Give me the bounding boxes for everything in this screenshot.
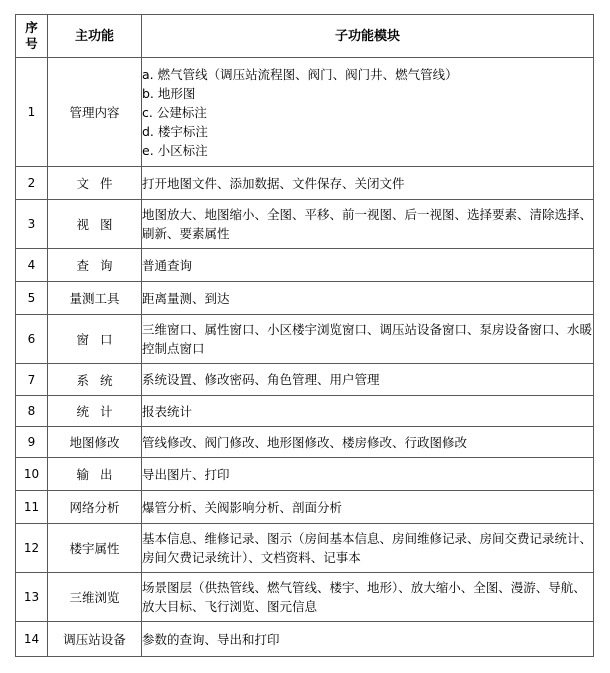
main-function-label: 统计 — [76, 404, 124, 419]
header-row — [16, 15, 594, 58]
sub-module-text: 场景图层（供热管线、燃气管线、楼宇、地形）、放大缩小、全图、漫游、导航、放大目标、飞行浏览、图元信息 — [142, 580, 586, 614]
sub-module-text: 普通查询 — [142, 257, 193, 273]
row-main-function — [48, 58, 142, 167]
row-index: 8 — [16, 396, 48, 427]
row-index: 12 — [16, 524, 48, 573]
row-main-function — [48, 249, 142, 282]
table-row — [16, 315, 594, 364]
function-module-table — [15, 14, 594, 657]
sub-module-text: 距离量测、到达 — [142, 290, 230, 306]
row-main-function — [48, 282, 142, 315]
row-main-function — [48, 396, 142, 427]
row-sub-modules — [142, 58, 594, 167]
sub-module-text: 爆管分析、关阀影响分析、剖面分析 — [142, 499, 343, 515]
row-main-function — [48, 364, 142, 396]
table-row — [16, 524, 594, 573]
row-sub-modules — [142, 282, 594, 315]
column-header-index-line1: 序 — [25, 20, 38, 35]
function-table-container — [15, 14, 593, 657]
row-index: 6 — [16, 315, 48, 364]
table-body — [16, 58, 594, 657]
row-index: 13 — [16, 573, 48, 622]
row-main-function — [48, 167, 142, 200]
row-index: 7 — [16, 364, 48, 396]
table-row — [16, 427, 594, 458]
row-main-function — [48, 524, 142, 573]
main-function-label: 地图修改 — [69, 435, 120, 450]
table-row — [16, 282, 594, 315]
table-row — [16, 249, 594, 282]
row-main-function — [48, 200, 142, 249]
table-row — [16, 58, 594, 167]
row-index: 11 — [16, 491, 48, 524]
sub-module-text: 地图放大、地图缩小、全图、平移、前一视图、后一视图、选择要素、清除选择、刷新、要素属性 — [142, 207, 593, 241]
table-row — [16, 167, 594, 200]
row-sub-modules — [142, 315, 594, 364]
row-sub-modules — [142, 200, 594, 249]
row-sub-modules — [142, 622, 594, 657]
column-header-main-function — [48, 15, 142, 58]
main-function-label: 查询 — [76, 258, 124, 273]
sub-module-text: 系统设置、修改密码、角色管理、用户管理 — [142, 372, 380, 387]
sub-module-text: 参数的查询、导出和打印 — [142, 631, 280, 647]
row-sub-modules — [142, 458, 594, 491]
row-sub-modules — [142, 573, 594, 622]
sub-module-text: 导出图片、打印 — [142, 466, 230, 482]
sub-module-text: 打开地图文件、添加数据、文件保存、关闭文件 — [142, 175, 405, 191]
row-sub-modules — [142, 364, 594, 396]
main-function-label: 窗口 — [76, 332, 124, 347]
main-function-label: 管理内容 — [69, 105, 120, 120]
row-sub-modules — [142, 396, 594, 427]
row-index: 10 — [16, 458, 48, 491]
main-function-label: 楼宇属性 — [69, 541, 120, 556]
sub-module-line: e. 小区标注 — [142, 142, 208, 158]
table-row — [16, 491, 594, 524]
sub-module-line: a. 燃气管线（调压站流程图、阀门、阀门井、燃气管线） — [142, 66, 458, 82]
row-index: 3 — [16, 200, 48, 249]
main-function-label: 网络分析 — [69, 500, 120, 515]
table-row — [16, 573, 594, 622]
row-main-function — [48, 458, 142, 491]
row-index: 5 — [16, 282, 48, 315]
row-index: 14 — [16, 622, 48, 657]
sub-module-text: 三维窗口、属性窗口、小区楼宇浏览窗口、调压站设备窗口、泵房设备窗口、水暖控制点窗口 — [142, 322, 593, 356]
row-main-function — [48, 491, 142, 524]
row-main-function — [48, 573, 142, 622]
column-header-sub-modules-label: 子功能模块 — [334, 28, 400, 44]
row-main-function — [48, 622, 142, 657]
main-function-label: 视图 — [76, 217, 124, 232]
column-header-main-function-label: 主功能 — [74, 28, 114, 44]
sub-module-line: d. 楼宇标注 — [142, 123, 208, 139]
column-header-index-line2: 号 — [25, 36, 38, 51]
main-function-label: 文件 — [76, 176, 124, 191]
sub-module-text: 管线修改、阀门修改、地形图修改、楼房修改、行政图修改 — [142, 434, 468, 450]
main-function-label: 系统 — [76, 372, 124, 388]
table-row — [16, 200, 594, 249]
row-sub-modules — [142, 167, 594, 200]
main-function-label: 三维浏览 — [69, 590, 120, 605]
table-row — [16, 364, 594, 396]
row-sub-modules — [142, 491, 594, 524]
row-sub-modules — [142, 524, 594, 573]
column-header-sub-modules — [142, 15, 594, 58]
row-sub-modules — [142, 249, 594, 282]
row-main-function — [48, 315, 142, 364]
main-function-label: 调压站设备 — [63, 632, 126, 647]
sub-module-text: 基本信息、维修记录、图示（房间基本信息、房间维修记录、房间交费记录统计、房间欠费记录统计）、文档资料、记事本 — [142, 531, 593, 565]
row-main-function — [48, 427, 142, 458]
table-row — [16, 622, 594, 657]
main-function-label: 输出 — [76, 467, 124, 482]
row-index: 4 — [16, 249, 48, 282]
table-row — [16, 458, 594, 491]
column-header-index — [16, 15, 48, 58]
row-index: 9 — [16, 427, 48, 458]
main-function-label: 量测工具 — [69, 291, 120, 306]
sub-module-line: b. 地形图 — [142, 85, 196, 101]
row-sub-modules — [142, 427, 594, 458]
row-index: 2 — [16, 167, 48, 200]
table-header — [16, 15, 594, 58]
table-row — [16, 396, 594, 427]
row-index: 1 — [16, 58, 48, 167]
sub-module-text: 报表统计 — [142, 403, 193, 419]
sub-module-line: c. 公建标注 — [142, 104, 207, 120]
